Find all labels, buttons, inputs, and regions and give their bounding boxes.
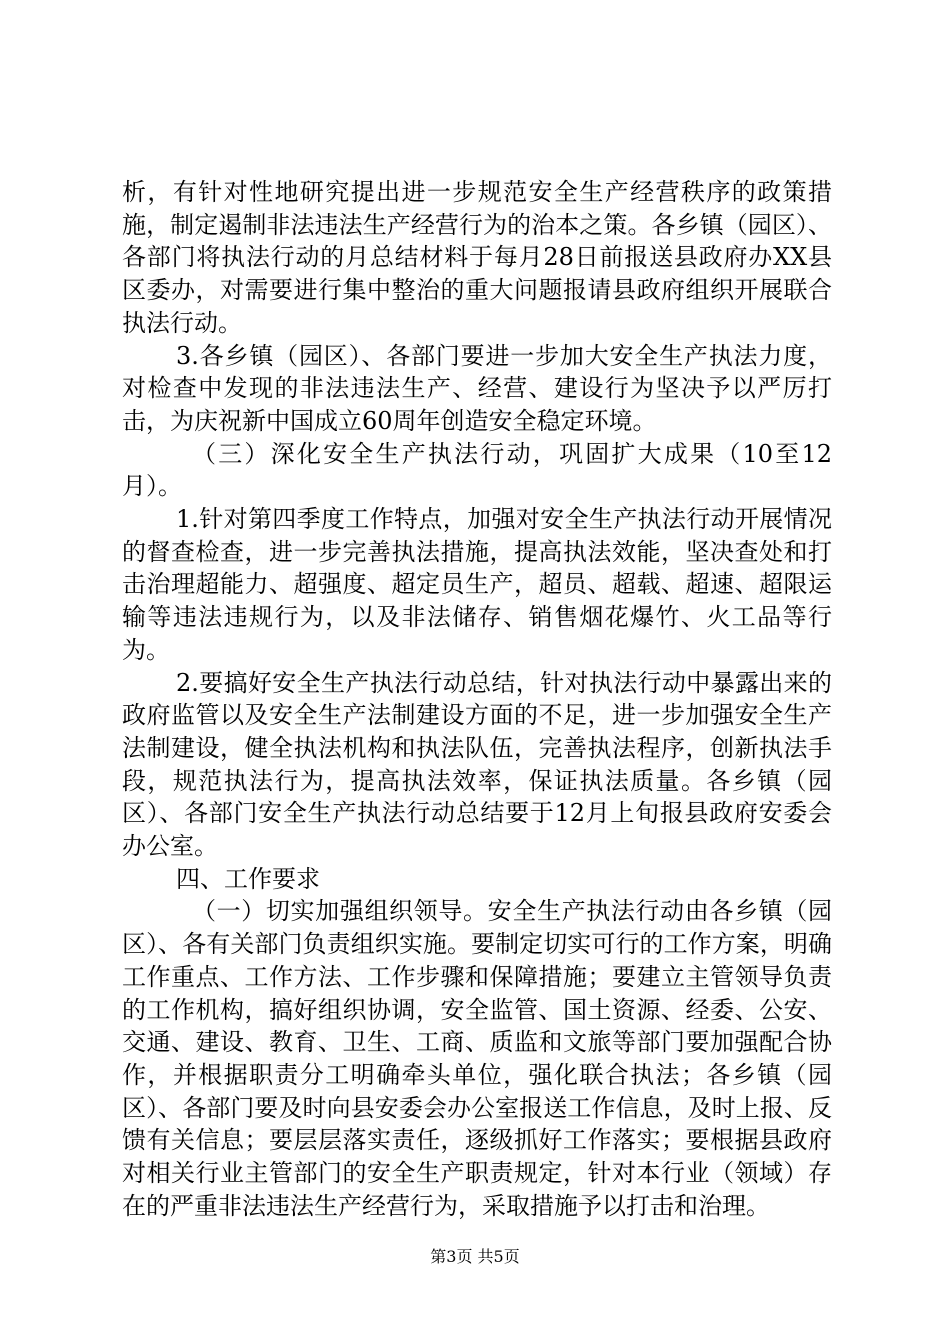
paragraph-requirement-1: （一）切实加强组织领导。安全生产执法行动由各乡镇（园区）、各有关部门负责组织实施。要制定切实可行的工作方案，明确工作重点、工作方法、工作步骤和保障措施；要建立主管领导负责的工作机构，搞好组织协调，安全监管、国土资源、经委、公安、交通、建设、教育、卫生、工商、质监和文旅等部门要加强配合协作，并根据职责分工明确牵头单位，强化联合执法；各乡镇（园区）、各部门要及时向县安委会办公室报送工作信息，及时上报、反馈有关信息；要层层落实责任，逐级抓好工作落实；要根据县政府对相关行业主管部门的安全生产职责规定，针对本行业（领域）存在的严重非法违法生产经营行为，采取措施予以打击和治理。 [122, 897, 832, 1220]
document-body [122, 176, 832, 1223]
paragraph-item-2: 2.要搞好安全生产执法行动总结，针对执法行动中暴露出来的政府监管以及安全生产法制建设方面的不足，进一步加强安全生产法制建设，健全执法机构和执法队伍，完善执法程序，创新执法手段，规范执法行为，提高执法效率，保证执法质量。各乡镇（园区）、各部门安全生产执法行动总结要于12月上旬报县政府安委会办公室。 [122, 668, 832, 861]
page-footer [0, 1244, 950, 1267]
section-heading-4: 四、工作要求 [176, 864, 320, 893]
page-number: 第3页 共5页 [430, 1247, 520, 1266]
section-heading-3: （三）深化安全生产执法行动，巩固扩大成果（10至12月）。 [122, 439, 832, 501]
paragraph-continuation: 析，有针对性地研究提出进一步规范安全生产经营秩序的政策措施，制定遏制非法违法生产经营行为的治本之策。各乡镇（园区）、各部门将执法行动的月总结材料于每月28日前报送县政府办XX县区委办，对需要进行集中整治的重大问题报请县政府组织开展联合执法行动。 [122, 178, 832, 337]
paragraph-item-3: 3.各乡镇（园区）、各部门要进一步加大安全生产执法力度，对检查中发现的非法违法生产、经营、建设行为坚决予以严厉打击，为庆祝新中国成立60周年创造安全稳定环境。 [122, 341, 832, 435]
paragraph-item-1: 1.针对第四季度工作特点，加强对安全生产执法行动开展情况的督查检查，进一步完善执法措施，提高执法效能，坚决查处和打击治理超能力、超强度、超定员生产，超员、超载、超速、超限运输等违法违规行为，以及非法储存、销售烟花爆竹、火工品等行为。 [122, 505, 832, 664]
